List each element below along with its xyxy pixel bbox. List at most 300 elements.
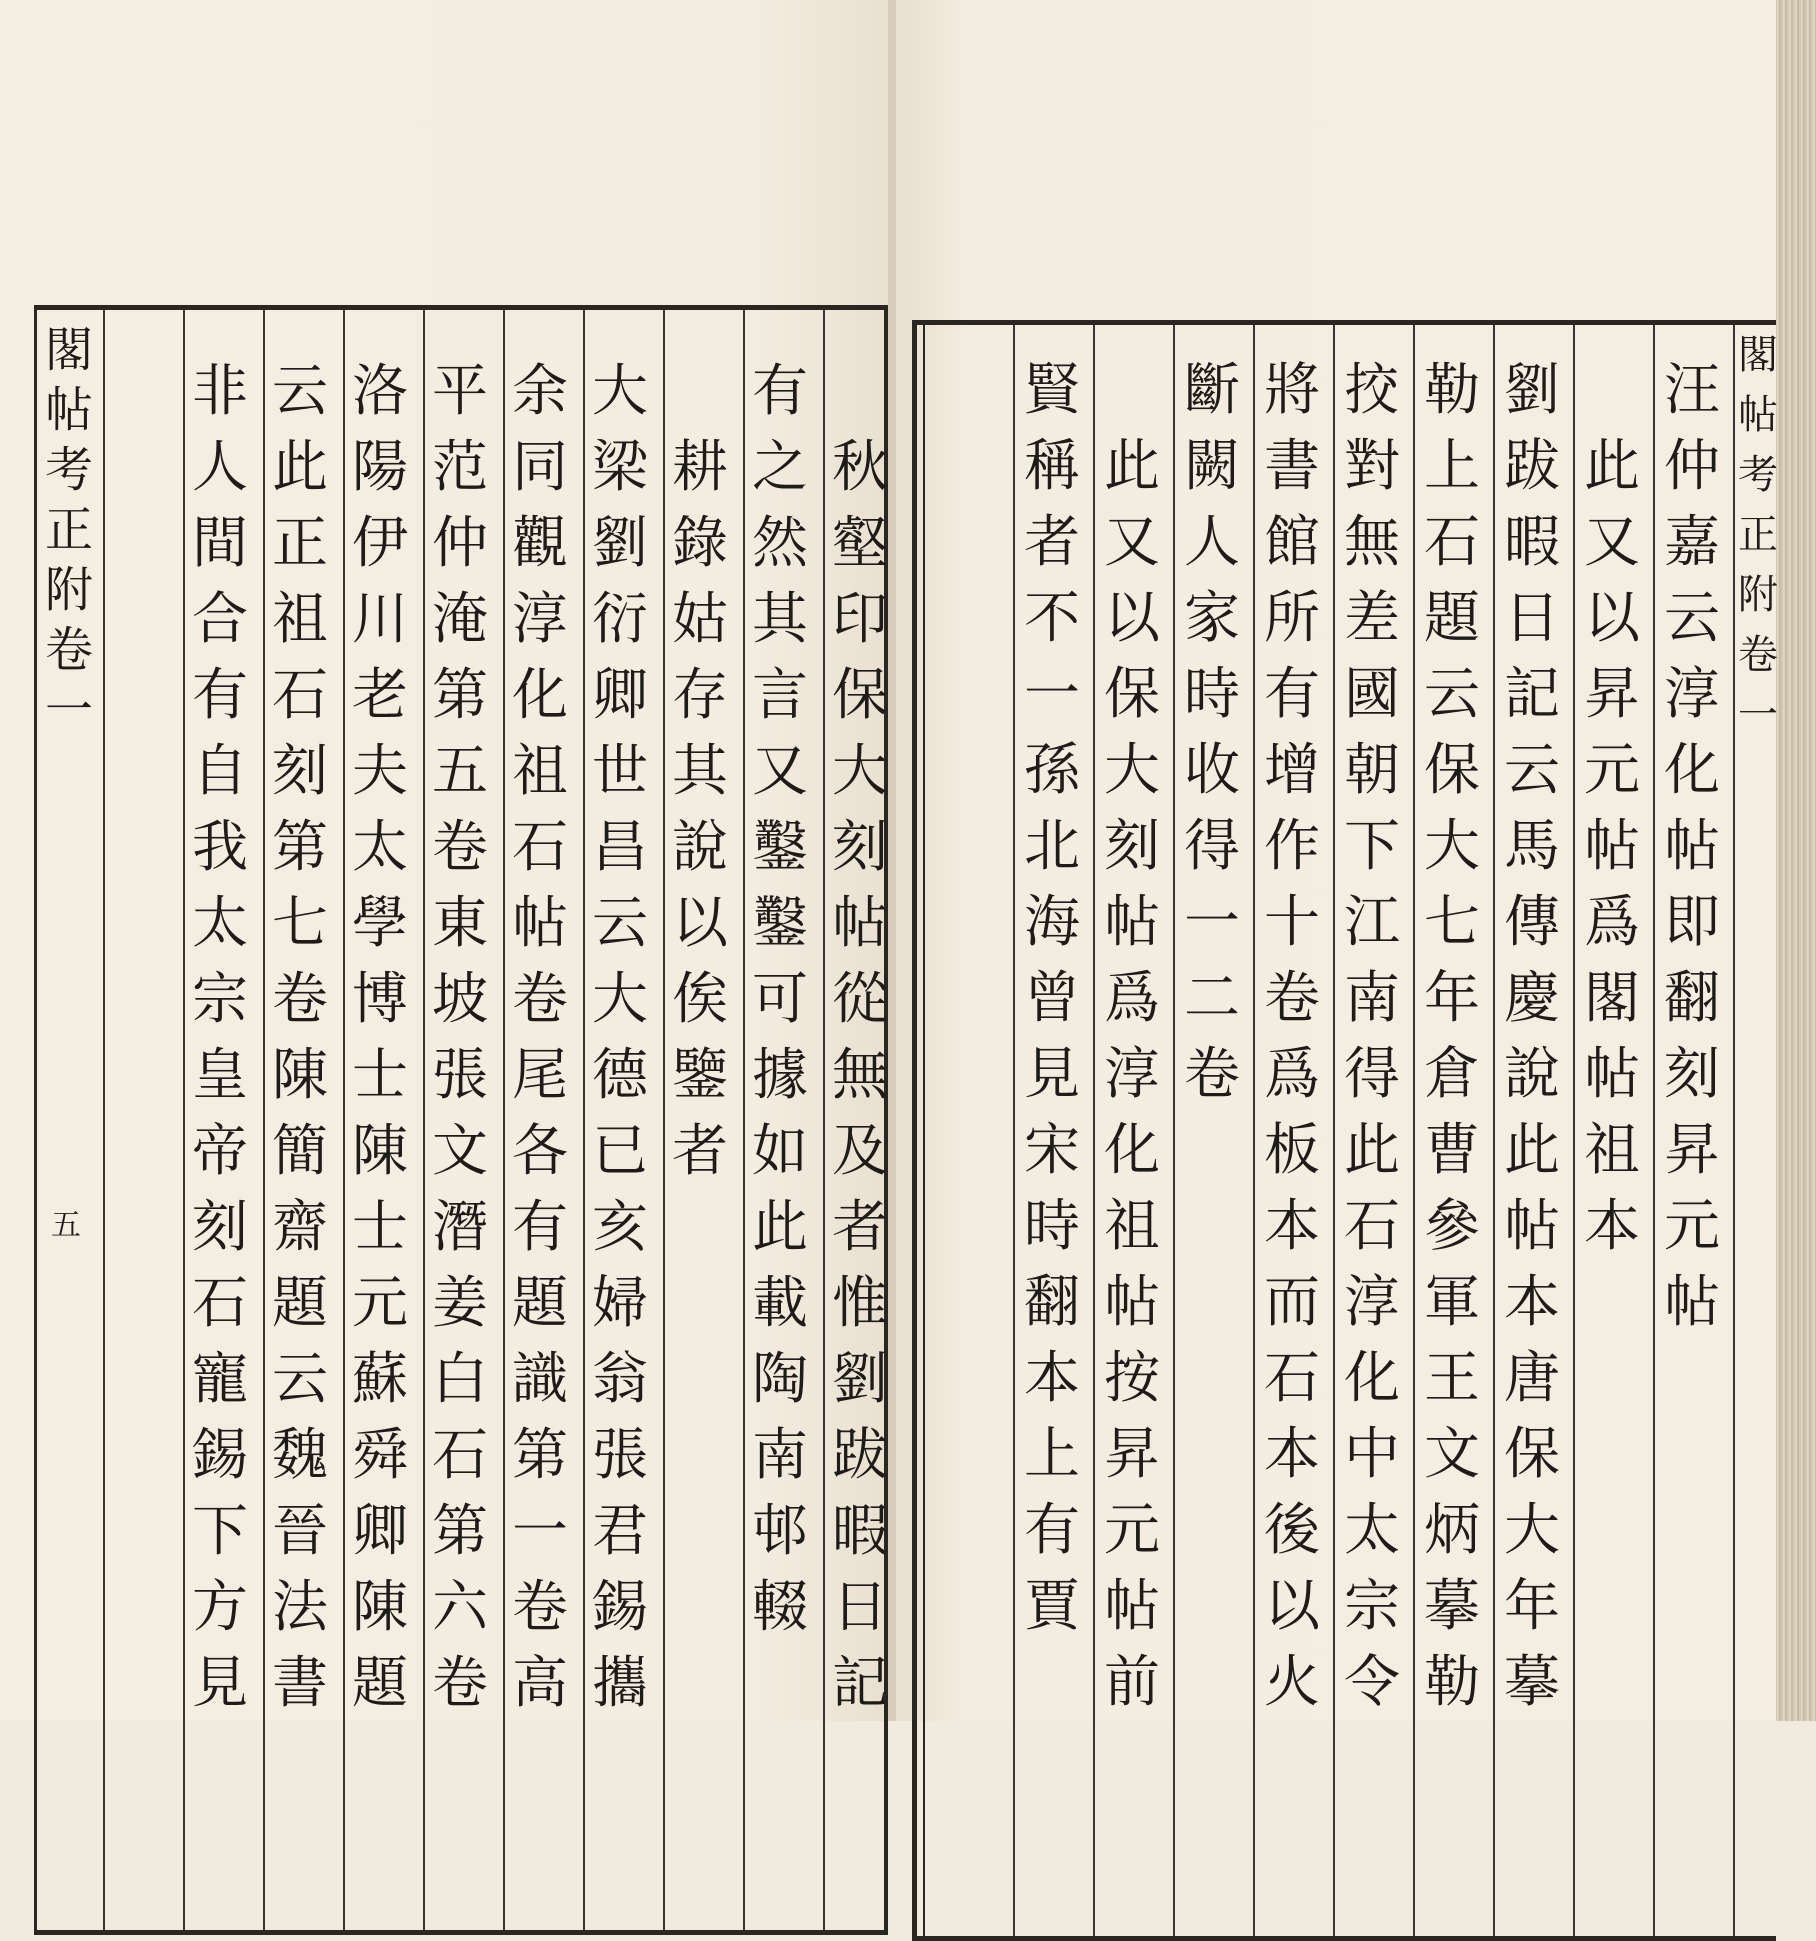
glyph: 祖 — [272, 587, 328, 652]
right-text-column-1 — [1657, 353, 1727, 1341]
glyph: 刻 — [272, 739, 328, 804]
glyph: 亥 — [592, 1195, 648, 1260]
glyph: 然 — [752, 511, 808, 576]
glyph: 者 — [672, 1119, 728, 1184]
glyph: 閣 — [44, 322, 93, 378]
glyph: 學 — [352, 891, 408, 956]
glyph: 姑 — [672, 587, 728, 652]
glyph: 北 — [1024, 814, 1080, 879]
glyph: 伊 — [352, 511, 408, 576]
glyph: 見 — [1024, 1042, 1080, 1107]
glyph: 題 — [352, 1651, 408, 1716]
left-text-column-8 — [265, 354, 335, 1722]
glyph: 馬 — [1504, 814, 1560, 879]
glyph: 此 — [1104, 434, 1160, 499]
glyph: 此 — [1344, 1118, 1400, 1183]
glyph: 自 — [192, 739, 248, 804]
glyph: 帖 — [832, 891, 888, 956]
glyph: 云 — [592, 891, 648, 956]
glyph: 張 — [432, 1043, 488, 1108]
glyph: 惟 — [832, 1271, 888, 1336]
glyph: 昇 — [1584, 662, 1640, 727]
glyph: 可 — [752, 967, 808, 1032]
column-rule — [1013, 325, 1015, 1936]
glyph: 說 — [672, 815, 728, 880]
glyph: 跋 — [1504, 434, 1560, 499]
glyph: 刻 — [832, 815, 888, 880]
glyph: 文 — [432, 1119, 488, 1184]
glyph: 日 — [1504, 586, 1560, 651]
glyph: 高 — [512, 1651, 568, 1716]
glyph: 題 — [512, 1271, 568, 1336]
glyph: 記 — [1504, 662, 1560, 727]
glyph: 本 — [1024, 1346, 1080, 1411]
glyph: 本 — [1504, 1270, 1560, 1335]
right-text-column-3 — [1497, 353, 1567, 1721]
glyph: 不 — [1024, 586, 1080, 651]
glyph: 第 — [512, 1423, 568, 1488]
glyph: 淳 — [1104, 1042, 1160, 1107]
glyph: 書 — [272, 1651, 328, 1716]
glyph: 第 — [272, 815, 328, 880]
glyph: 上 — [1024, 1422, 1080, 1487]
glyph: 淹 — [432, 587, 488, 652]
glyph: 化 — [1664, 738, 1720, 803]
left-folio-number: 五 — [51, 1208, 81, 1243]
glyph: 正 — [44, 502, 93, 558]
column-rule — [103, 310, 105, 1930]
glyph: 保 — [1104, 662, 1160, 727]
glyph: 摹 — [1424, 1574, 1480, 1639]
left-page-frame — [34, 305, 888, 1935]
glyph: 刻 — [192, 1195, 248, 1260]
glyph: 錫 — [592, 1575, 648, 1640]
glyph: 而 — [1264, 1270, 1320, 1335]
column-rule — [1413, 325, 1415, 1936]
glyph: 即 — [1664, 890, 1720, 955]
glyph: 無 — [832, 1043, 888, 1108]
glyph: 陽 — [352, 435, 408, 500]
glyph: 劉 — [1504, 358, 1560, 423]
glyph: 石 — [1264, 1346, 1320, 1411]
column-rule — [1253, 325, 1255, 1936]
glyph: 此 — [1504, 1118, 1560, 1183]
glyph: 坡 — [432, 967, 488, 1032]
right-page-frame — [912, 320, 1776, 1941]
glyph: 賢 — [1024, 358, 1080, 423]
glyph: 同 — [512, 435, 568, 500]
right-fold-column — [1735, 325, 1781, 745]
glyph: 世 — [592, 739, 648, 804]
glyph: 帖 — [1584, 1042, 1640, 1107]
glyph: 七 — [1424, 890, 1480, 955]
glyph: 倉 — [1424, 1042, 1480, 1107]
glyph: 石 — [272, 663, 328, 728]
glyph: 家 — [1184, 586, 1240, 651]
glyph: 劉 — [592, 511, 648, 576]
glyph: 人 — [192, 435, 248, 500]
glyph: 爲 — [1264, 1042, 1320, 1107]
glyph: 帖 — [44, 382, 93, 438]
glyph: 陳 — [352, 1119, 408, 1184]
glyph: 帖 — [1504, 1194, 1560, 1259]
column-rule — [1573, 325, 1575, 1936]
glyph: 邨 — [752, 1499, 808, 1564]
glyph: 石 — [1424, 510, 1480, 575]
glyph: 卷 — [1184, 1042, 1240, 1107]
glyph: 第 — [432, 1499, 488, 1564]
right-fold-title — [1738, 325, 1778, 745]
glyph: 梁 — [592, 435, 648, 500]
glyph: 太 — [1344, 1498, 1400, 1563]
glyph: 斷 — [1184, 358, 1240, 423]
glyph: 王 — [1424, 1346, 1480, 1411]
glyph: 張 — [592, 1423, 648, 1488]
glyph: 化 — [512, 663, 568, 728]
glyph: 非 — [192, 359, 248, 424]
glyph: 保 — [1424, 738, 1480, 803]
left-text-column-1 — [825, 430, 895, 1722]
glyph: 陳 — [272, 1043, 328, 1108]
glyph: 又 — [1584, 510, 1640, 575]
glyph: 六 — [432, 1575, 488, 1640]
glyph: 鑿 — [752, 815, 808, 880]
glyph: 淳 — [1344, 1270, 1400, 1335]
glyph: 姜 — [432, 1271, 488, 1336]
glyph: 輟 — [752, 1575, 808, 1640]
glyph: 大 — [1504, 1498, 1560, 1563]
glyph: 石 — [512, 815, 568, 880]
right-text-column-2 — [1577, 429, 1647, 1265]
glyph: 板 — [1264, 1118, 1320, 1183]
glyph: 范 — [432, 435, 488, 500]
glyph: 帖 — [512, 891, 568, 956]
glyph: 錄 — [672, 511, 728, 576]
glyph: 石 — [192, 1271, 248, 1336]
glyph: 闕 — [1184, 434, 1240, 499]
glyph: 考 — [44, 442, 93, 498]
glyph: 博 — [352, 967, 408, 1032]
glyph: 無 — [1344, 510, 1400, 575]
glyph: 以 — [672, 891, 728, 956]
glyph: 據 — [752, 1043, 808, 1108]
glyph: 賈 — [1024, 1574, 1080, 1639]
right-text-column-8 — [1097, 429, 1167, 1721]
glyph: 鑿 — [752, 891, 808, 956]
glyph: 白 — [432, 1347, 488, 1412]
glyph: 將 — [1264, 358, 1320, 423]
left-fold-title — [45, 320, 93, 740]
glyph: 宋 — [1024, 1118, 1080, 1183]
glyph: 炳 — [1424, 1498, 1480, 1563]
glyph: 舜 — [352, 1423, 408, 1488]
glyph: 卿 — [352, 1499, 408, 1564]
glyph: 本 — [1264, 1194, 1320, 1259]
glyph: 年 — [1504, 1574, 1560, 1639]
column-rule — [1333, 325, 1335, 1936]
glyph: 南 — [752, 1423, 808, 1488]
glyph: 一 — [44, 682, 93, 738]
glyph: 淳 — [512, 587, 568, 652]
glyph: 魏 — [272, 1423, 328, 1488]
glyph: 勒 — [1424, 358, 1480, 423]
glyph: 元 — [1104, 1498, 1160, 1563]
glyph: 云 — [1664, 586, 1720, 651]
glyph: 慶 — [1504, 966, 1560, 1031]
glyph: 年 — [1424, 966, 1480, 1031]
glyph: 題 — [272, 1271, 328, 1336]
page-edges — [1776, 0, 1816, 1721]
glyph: 稱 — [1024, 434, 1080, 499]
glyph: 翁 — [592, 1347, 648, 1412]
glyph: 者 — [832, 1195, 888, 1260]
glyph: 人 — [1184, 510, 1240, 575]
glyph: 陶 — [752, 1347, 808, 1412]
glyph: 陳 — [352, 1575, 408, 1640]
glyph: 帖 — [1664, 1270, 1720, 1335]
glyph: 言 — [752, 663, 808, 728]
glyph: 帝 — [192, 1119, 248, 1184]
glyph: 一 — [512, 1499, 568, 1564]
glyph: 者 — [1024, 510, 1080, 575]
glyph: 卷 — [44, 622, 93, 678]
glyph: 翻 — [1664, 966, 1720, 1031]
glyph: 得 — [1344, 1042, 1400, 1107]
glyph: 差 — [1344, 586, 1400, 651]
glyph: 帖 — [1104, 890, 1160, 955]
glyph: 耕 — [672, 435, 728, 500]
glyph: 卷 — [272, 967, 328, 1032]
glyph: 劉 — [832, 1347, 888, 1412]
glyph: 所 — [1264, 586, 1320, 651]
glyph: 五 — [432, 739, 488, 804]
glyph: 收 — [1184, 738, 1240, 803]
glyph: 仲 — [432, 511, 488, 576]
glyph: 時 — [1184, 662, 1240, 727]
glyph: 書 — [1264, 434, 1320, 499]
glyph: 增 — [1264, 738, 1320, 803]
glyph: 祖 — [1584, 1118, 1640, 1183]
glyph: 仲 — [1664, 434, 1720, 499]
glyph: 文 — [1424, 1422, 1480, 1487]
glyph: 齋 — [272, 1195, 328, 1260]
glyph: 摹 — [1504, 1650, 1560, 1715]
glyph: 云 — [1424, 662, 1480, 727]
glyph: 鑒 — [672, 1043, 728, 1108]
glyph: 見 — [192, 1651, 248, 1716]
glyph: 閣 — [1584, 966, 1640, 1031]
glyph: 石 — [432, 1423, 488, 1488]
glyph: 又 — [752, 739, 808, 804]
glyph: 晉 — [272, 1499, 328, 1564]
glyph: 其 — [672, 739, 728, 804]
glyph: 此 — [1584, 434, 1640, 499]
glyph: 第 — [432, 663, 488, 728]
glyph: 化 — [1104, 1118, 1160, 1183]
glyph: 帖 — [1738, 392, 1778, 438]
glyph: 皇 — [192, 1043, 248, 1108]
glyph: 德 — [592, 1043, 648, 1108]
glyph: 軍 — [1424, 1270, 1480, 1335]
glyph: 本 — [1264, 1422, 1320, 1487]
glyph: 載 — [752, 1271, 808, 1336]
glyph: 有 — [512, 1195, 568, 1260]
glyph: 昌 — [592, 815, 648, 880]
glyph: 合 — [192, 587, 248, 652]
glyph: 保 — [1504, 1422, 1560, 1487]
glyph: 閣 — [1738, 332, 1778, 378]
glyph: 如 — [752, 1119, 808, 1184]
glyph: 余 — [512, 359, 568, 424]
glyph: 保 — [832, 663, 888, 728]
glyph: 正 — [272, 511, 328, 576]
glyph: 云 — [1504, 738, 1560, 803]
right-text-column-9 — [1017, 353, 1087, 1645]
glyph: 寵 — [192, 1347, 248, 1412]
glyph: 化 — [1344, 1346, 1400, 1411]
glyph: 宗 — [1344, 1574, 1400, 1639]
left-text-column-7 — [345, 354, 415, 1722]
glyph: 各 — [512, 1119, 568, 1184]
left-fold-column — [37, 320, 101, 740]
glyph: 汪 — [1664, 358, 1720, 423]
glyph: 平 — [432, 359, 488, 424]
glyph: 勒 — [1424, 1650, 1480, 1715]
glyph: 印 — [832, 587, 888, 652]
glyph: 爲 — [1584, 890, 1640, 955]
glyph: 卷 — [432, 1651, 488, 1716]
glyph: 正 — [1738, 512, 1778, 558]
left-text-column-5 — [505, 354, 575, 1722]
glyph: 中 — [1344, 1422, 1400, 1487]
glyph: 一 — [1738, 692, 1778, 738]
glyph: 存 — [672, 663, 728, 728]
glyph: 方 — [192, 1575, 248, 1640]
left-text-column-4 — [585, 354, 655, 1722]
glyph: 上 — [1424, 434, 1480, 499]
right-text-column-5 — [1337, 353, 1407, 1721]
glyph: 卷 — [432, 815, 488, 880]
glyph: 一 — [1024, 662, 1080, 727]
glyph: 大 — [592, 967, 648, 1032]
glyph: 蘇 — [352, 1347, 408, 1412]
glyph: 傳 — [1504, 890, 1560, 955]
glyph: 大 — [1104, 738, 1160, 803]
glyph: 間 — [192, 511, 248, 576]
glyph: 跋 — [832, 1423, 888, 1488]
glyph: 觀 — [512, 511, 568, 576]
glyph: 有 — [1024, 1498, 1080, 1563]
glyph: 識 — [512, 1347, 568, 1412]
glyph: 有 — [192, 663, 248, 728]
glyph: 十 — [1264, 890, 1320, 955]
glyph: 館 — [1264, 510, 1320, 575]
glyph: 曹 — [1424, 1118, 1480, 1183]
glyph: 秋 — [832, 435, 888, 500]
glyph: 令 — [1344, 1650, 1400, 1715]
glyph: 帖 — [1104, 1270, 1160, 1335]
column-rule — [1493, 325, 1495, 1936]
glyph: 祖 — [1104, 1194, 1160, 1259]
glyph: 南 — [1344, 966, 1400, 1031]
glyph: 下 — [1344, 814, 1400, 879]
glyph: 夫 — [352, 739, 408, 804]
glyph: 太 — [352, 815, 408, 880]
glyph: 帖 — [1104, 1574, 1160, 1639]
glyph: 石 — [1344, 1194, 1400, 1259]
glyph: 一 — [1184, 890, 1240, 955]
glyph: 士 — [352, 1195, 408, 1260]
glyph: 刻 — [1104, 814, 1160, 879]
right-text-column-4 — [1417, 353, 1487, 1721]
left-text-column-3 — [665, 430, 735, 1190]
glyph: 朝 — [1344, 738, 1400, 803]
glyph: 有 — [1264, 662, 1320, 727]
glyph: 參 — [1424, 1194, 1480, 1259]
glyph: 老 — [352, 663, 408, 728]
glyph: 得 — [1184, 814, 1240, 879]
glyph: 昇 — [1104, 1422, 1160, 1487]
left-text-column-2 — [745, 354, 815, 1646]
glyph: 刻 — [1664, 1042, 1720, 1107]
glyph: 後 — [1264, 1498, 1320, 1563]
column-rule — [1093, 325, 1095, 1936]
glyph: 曾 — [1024, 966, 1080, 1031]
column-rule — [1653, 325, 1655, 1936]
glyph: 已 — [592, 1119, 648, 1184]
right-text-column-7 — [1177, 353, 1247, 1113]
glyph: 祖 — [512, 739, 568, 804]
glyph: 下 — [192, 1499, 248, 1564]
glyph: 及 — [832, 1119, 888, 1184]
glyph: 帖 — [1584, 814, 1640, 879]
glyph: 此 — [272, 435, 328, 500]
glyph: 川 — [352, 587, 408, 652]
column-rule — [1173, 325, 1175, 1936]
glyph: 挍 — [1344, 358, 1400, 423]
glyph: 卷 — [512, 1575, 568, 1640]
glyph: 元 — [352, 1271, 408, 1336]
glyph: 二 — [1184, 966, 1240, 1031]
glyph: 我 — [192, 815, 248, 880]
glyph: 又 — [1104, 510, 1160, 575]
glyph: 宗 — [192, 967, 248, 1032]
glyph: 元 — [1584, 738, 1640, 803]
glyph: 嘉 — [1664, 510, 1720, 575]
glyph: 翻 — [1024, 1270, 1080, 1335]
glyph: 錫 — [192, 1423, 248, 1488]
glyph: 以 — [1264, 1574, 1320, 1639]
glyph: 暇 — [832, 1499, 888, 1564]
glyph: 七 — [272, 891, 328, 956]
glyph: 之 — [752, 435, 808, 500]
glyph: 大 — [592, 359, 648, 424]
glyph: 火 — [1264, 1650, 1320, 1715]
glyph: 君 — [592, 1499, 648, 1564]
glyph: 以 — [1104, 586, 1160, 651]
glyph: 暇 — [1504, 510, 1560, 575]
glyph: 潛 — [432, 1195, 488, 1260]
glyph: 說 — [1504, 1042, 1560, 1107]
glyph: 對 — [1344, 434, 1400, 499]
glyph: 孫 — [1024, 738, 1080, 803]
left-text-column-9 — [185, 354, 255, 1722]
glyph: 其 — [752, 587, 808, 652]
glyph: 壑 — [832, 511, 888, 576]
glyph: 卷 — [1264, 966, 1320, 1031]
glyph: 昇 — [1664, 1118, 1720, 1183]
glyph: 前 — [1104, 1650, 1160, 1715]
